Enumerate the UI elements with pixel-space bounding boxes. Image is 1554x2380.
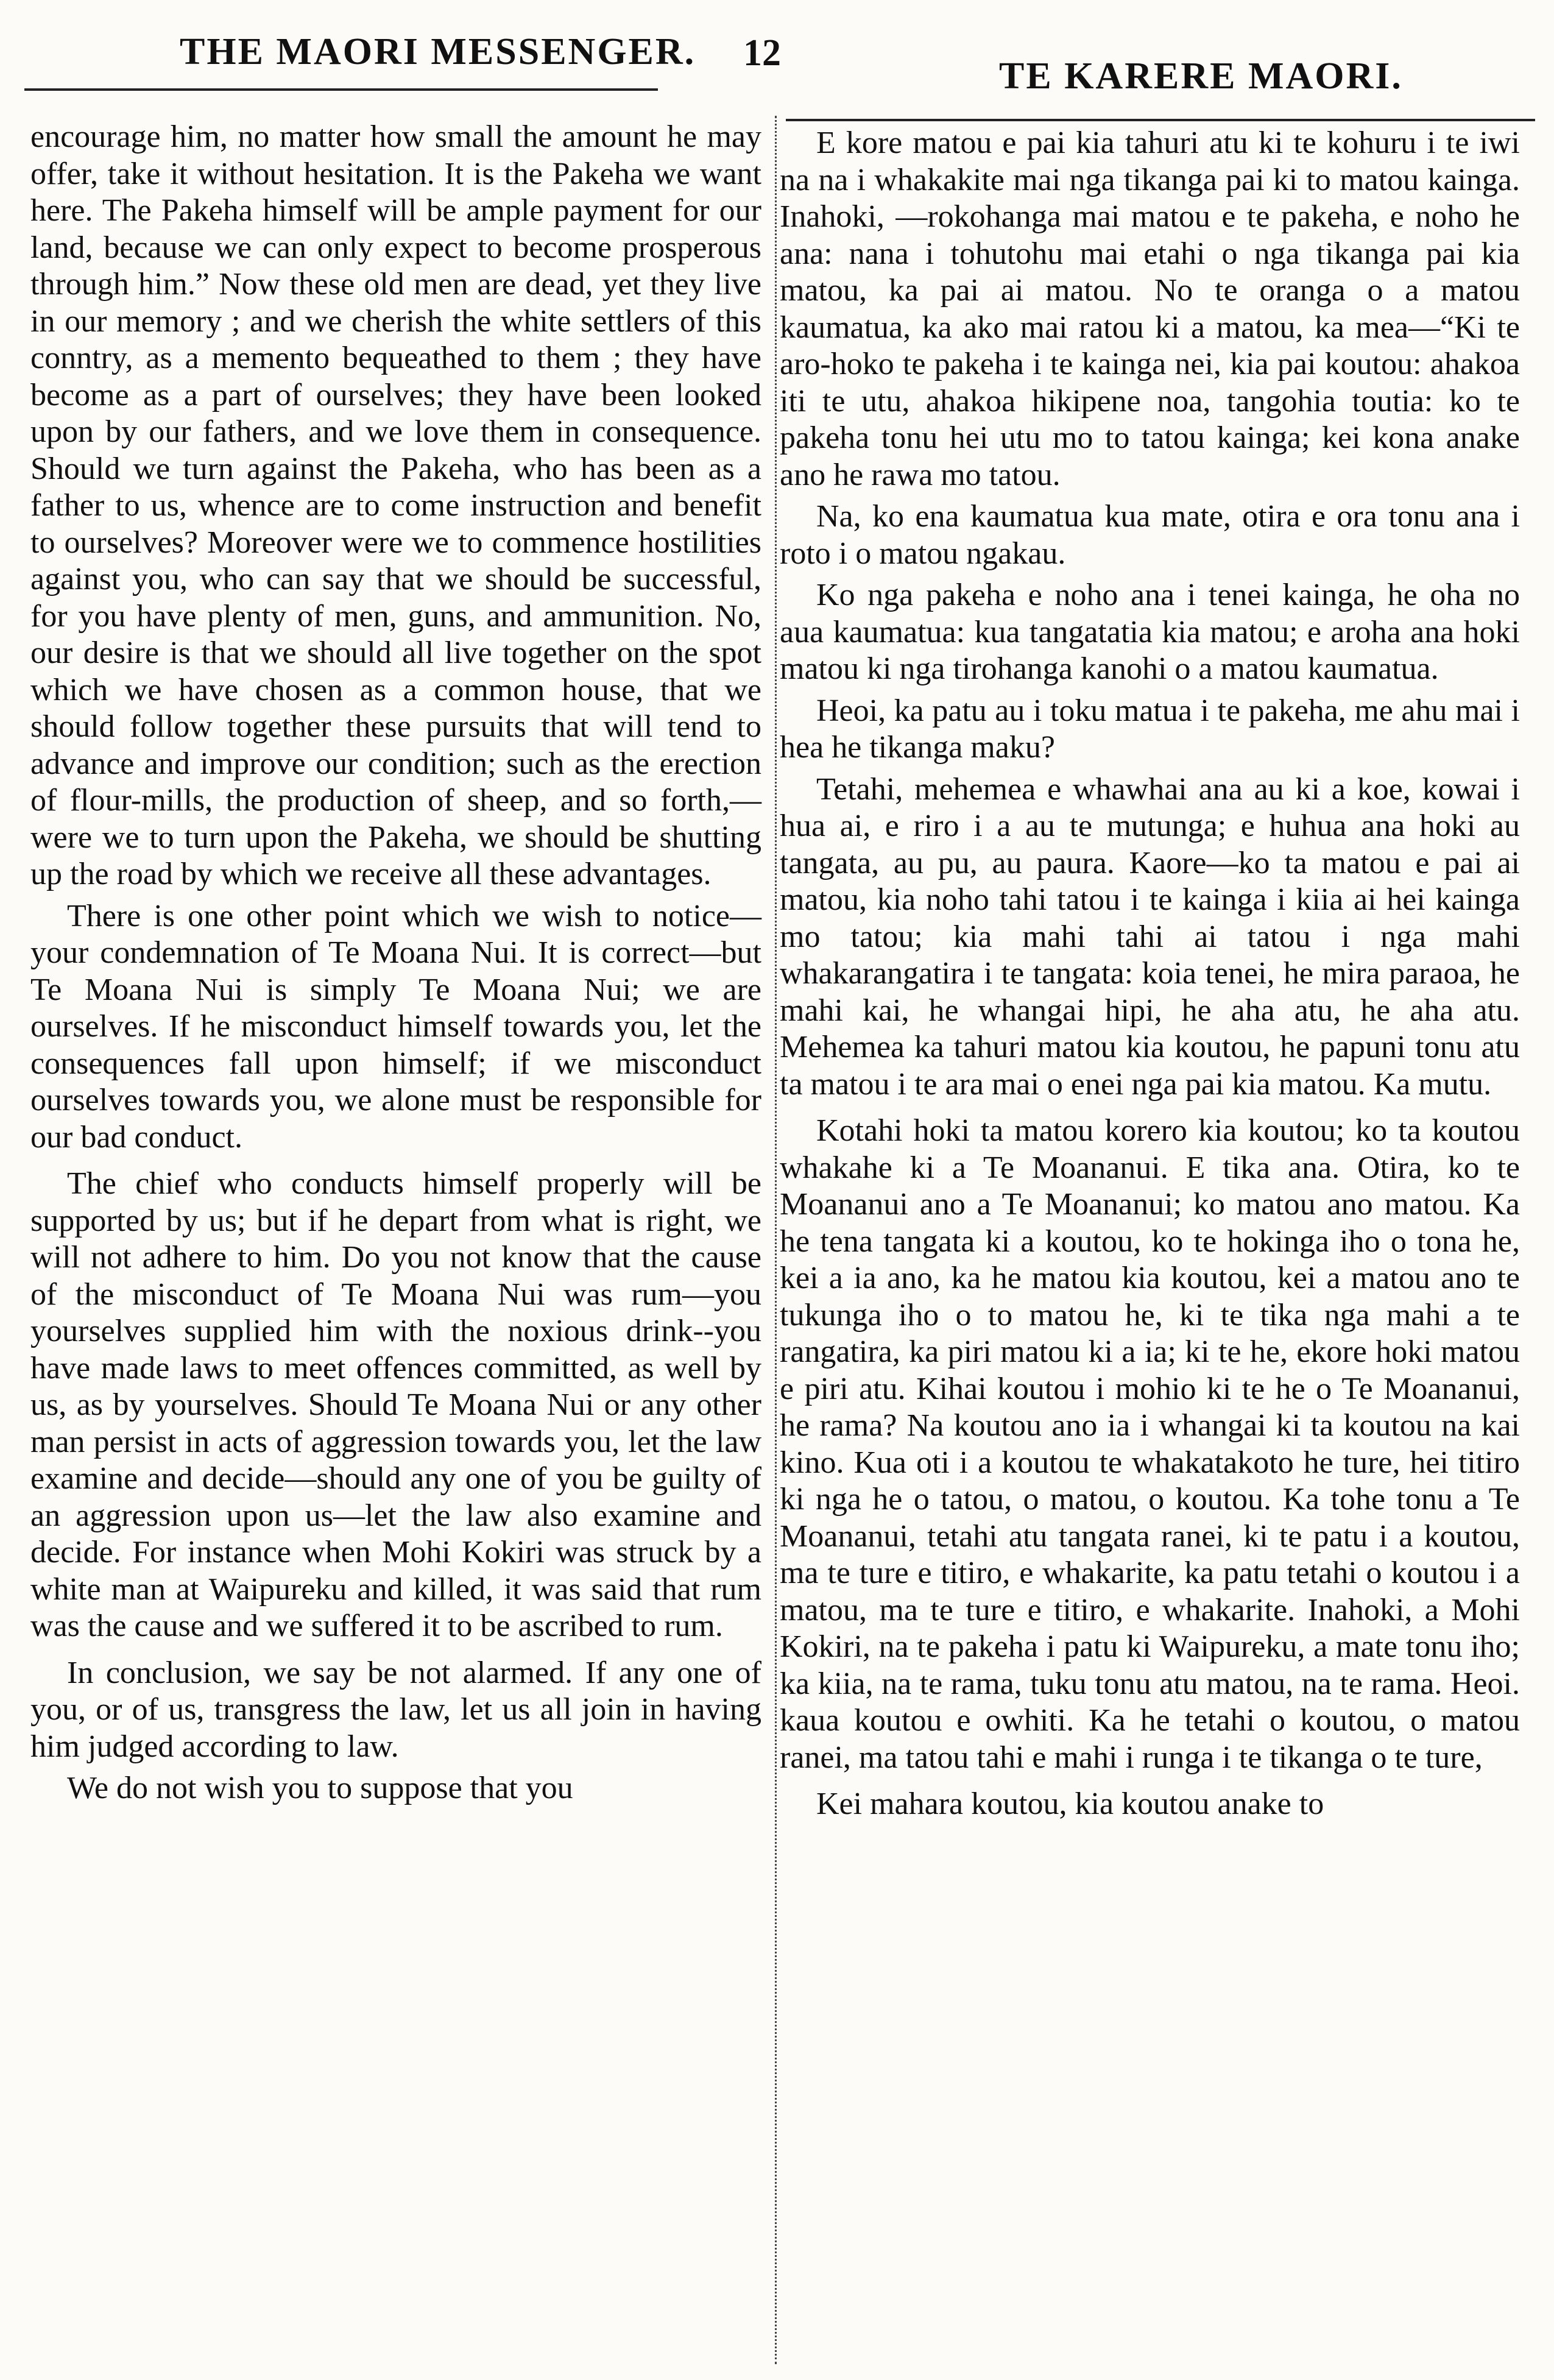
page-header bbox=[24, 24, 1523, 97]
maori-paragraph: E kore matou e pai kia tahuri atu ki te kohuru i te iwi na na i whakakite mai nga tikanga pai ki to matou kainga. Inahoki, —rokohanga mai matou e te pakeha, e noho he ana: nana i tohutohu mai etahi o nga tikanga pai kia matou, ka pai ai matou. No te oranga o a matou kaumatua, ka ako mai ratou ki a matou, ka mea—“Ki te aro-hoko te pakeha i te kainga nei, kia pai koutou: ahakoa iti te utu, ahakoa hikipene noa, tangohia toutia: ko te pakeha tonu hei utu mo to tatou kainga; kei kona anake ano he rawa mo tatou. bbox=[780, 126, 1520, 492]
maori-paragraph: Na, ko ena kaumatua kua mate, otira e ora tonu ana i roto i o matou ngakau. bbox=[780, 499, 1520, 571]
english-masthead: THE MAORI MESSENGER. bbox=[180, 31, 696, 73]
english-paragraph: encourage him, no matter how small the amount he may offer, take it without hesitation. It is the Pakeha we want here. The Pakeha himself will be ample payment for our land, because we can only expect to become prosperous through him.” Now these old men are dead, yet they live in our memory ; and we cherish the white settlers of this conntry, as a memento bequeathed to them ; they have become as a part of ourselves; they have been looked upon by our fathers, and we love them in consequence. Should we turn against the Pakeha, who has been as a father to us, whence are to come instruction and benefit to ourselves? Moreover were we to commence hostilities against you, who can say that we should be successful, for you have plenty of men, guns, and ammunition. No, our desire is that we should all live together on the spot which we have chosen as a common house, that we should follow together these pursuits that will tend to advance and improve our condition; such as the erection of flour-mills, the production of sheep, and so forth,—were we to turn upon the Pakeha, we should be shutting up the road by which we receive all these advantages. bbox=[30, 119, 761, 891]
page-number: 12 bbox=[743, 32, 781, 74]
english-paragraph: The chief who conducts himself properly will be supported by us; but if he depart from what is right, we will not adhere to him. Do you not know that the cause of the misconduct of Te Moana Nui was rum—you yourselves supplied him with the noxious drink--you have made laws to meet offences committed, as well by us, as by yourselves. Should Te Moana Nui or any other man persist in acts of aggression towards you, let the law examine and decide—should any one of you be guilty of an aggression upon us—let the law also examine and decide. For instance when Mohi Kokiri was struck by a white man at Waipureku and killed, it was said that rum was the cause and we suffered it to be ascribed to rum. bbox=[30, 1166, 761, 1643]
maori-paragraph: Heoi, ka patu au i toku matua i te pakeha, me ahu mai i hea he tikanga maku? bbox=[780, 693, 1520, 765]
english-paragraph: In conclusion, we say be not alarmed. If any one of you, or of us, transgress the law, let us all join in having him judged according to law. bbox=[30, 1655, 761, 1764]
english-column bbox=[30, 119, 761, 1812]
english-paragraph: There is one other point which we wish to notice—your condemnation of Te Moana Nui. It is correct—but Te Moana Nui is simply Te Moana Nui; we are ourselves. If he misconduct himself towards you, let the consequences fall upon himself; if we misconduct ourselves towards you, we alone must be responsible for our bad conduct. bbox=[30, 898, 761, 1155]
maori-paragraph: Kotahi hoki ta matou korero kia koutou; ko ta koutou whakahe ki a Te Moananui. E tika ana. Otira, ko te Moananui ano a Te Moananui; ko matou ano matou. Ka he tena tangata ki a koutou, ko te hokinga iho o tona he, kei a ia ano, ka he matou kia koutou, kei a matou ano te tukunga iho o to matou he, ki te tika nga mahi a te rangatira, ka piri matou ki a ia; ki te he, ekore hoki matou e piri atu. Kihai koutou i mohio ki te he o Te Moananui, he rama? Na koutou ano ia i whangai ki ta koutou na kai kino. Kua oti i a koutou te whakatakoto he ture, hei titiro ki nga he o tatou, o matou, o koutou. Ka tohe tonu a Te Moananui, tetahi atu tangata ranei, ki te patu i a koutou, ma te ture e titiro, e whakarite, ka patu tetahi o koutou i a matou, ma te ture e titiro, e whakarite. Inahoki, a Mohi Kokiri, na te pakeha i patu ki Waipureku, a mate tonu iho; ka kiia, na te rama, tuku tonu atu matou, na te rama. Heoi. kaua koutou e owhiti. Ka he tetahi o koutou, o matou ranei, ma tatou tahi e mahi i runga i te tikanga o te ture, bbox=[780, 1113, 1520, 1775]
header-rule-right bbox=[786, 119, 1535, 121]
maori-paragraph: Ko nga pakeha e noho ana i tenei kainga, he oha no aua kaumatua: kua tangatatia kia matou; e aroha ana hoki matou ki nga tirohanga kanohi o a matou kaumatua. bbox=[780, 578, 1520, 686]
header-rule-left bbox=[24, 88, 658, 91]
maori-masthead: TE KARERE MAORI. bbox=[999, 55, 1403, 97]
maori-paragraph: Kei mahara koutou, kia koutou anake to bbox=[816, 1787, 1324, 1821]
english-paragraph: We do not wish you to suppose that you bbox=[67, 1771, 573, 1805]
maori-column bbox=[780, 125, 1520, 1828]
column-divider bbox=[775, 116, 777, 2364]
maori-paragraph: Tetahi, mehemea e whawhai ana au ki a koe, kowai i hua ai, e riro i a au te mutunga; e huhua ana hoki au tangata, au pu, au paura. Kaore—ko ta matou e pai ai matou, kia noho tahi tatou i te kainga i kiia ai hei kainga mo tatou; kia mahi tahi ai tatou i nga mahi whakarangatira i te tangata: koia tenei, he mira paraoa, he mahi kai, he whangai hipi, he aha atu, he aha atu. Mehemea ka tahuri matou kia koutou, he papuni tonu atu ta matou i te ara mai o enei nga pai kia matou. Ka mutu. bbox=[780, 771, 1520, 1102]
